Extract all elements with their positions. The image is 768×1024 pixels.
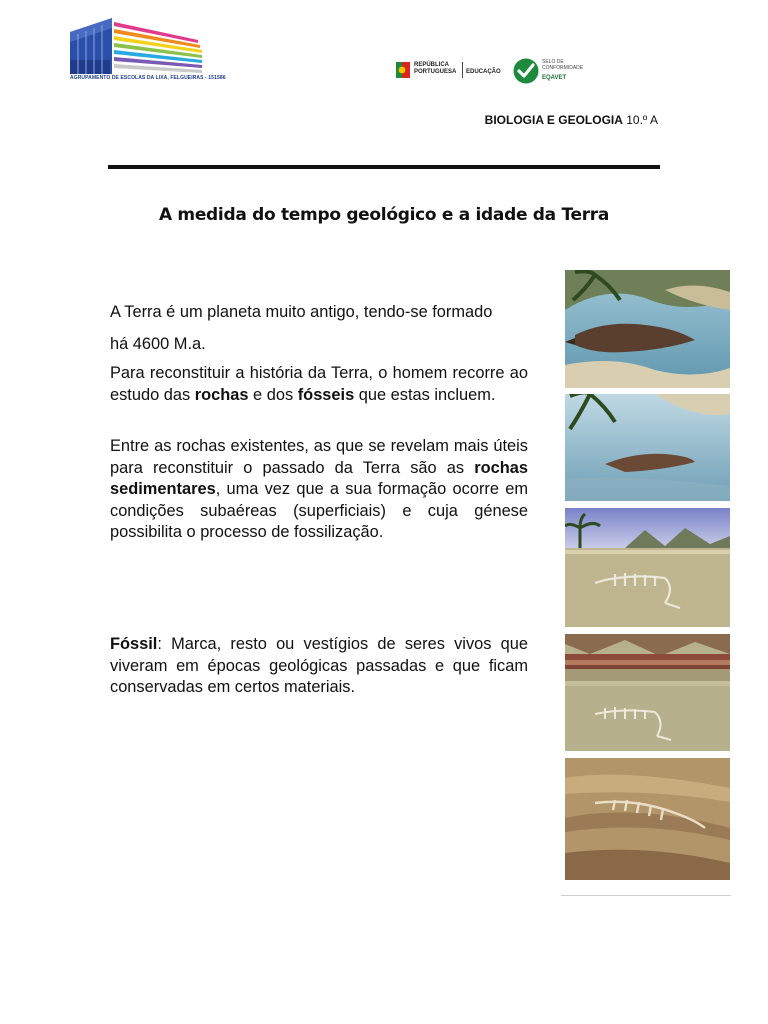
checkmark-seal-icon [513, 58, 539, 84]
subject-name: BIOLOGIA E GEOLOGIA [484, 113, 623, 127]
fossilization-image-2 [565, 394, 730, 501]
school-caption: AGRUPAMENTO DE ESCOLAS DA LIXA, FELGUEIRAS - 151586 [70, 75, 226, 81]
sedimentary-text-b: , uma vez que a sua formação ocorre em condições subaéreas (superficiais) e cuja génese possibilita o processo de fossilização. [110, 480, 528, 541]
fossilization-image-5 [565, 758, 730, 880]
eqavet-seal [513, 56, 593, 86]
page-title: A medida do tempo geológico e a idade da Terra [158, 205, 610, 225]
portugal-emblem-icon [396, 62, 410, 78]
gov-department: EDUCAÇÃO [466, 69, 501, 75]
eqavet-line2: CONFORMIDADE [542, 65, 584, 71]
header-divider [108, 165, 660, 169]
term-fosseis: fósseis [297, 385, 355, 404]
gov-line2: PORTUGUESA [414, 69, 457, 75]
government-logo [396, 60, 506, 82]
eqavet-line1: SELO DE [542, 59, 564, 65]
paragraph-study [110, 363, 528, 406]
fossilization-image-4 [565, 634, 730, 751]
gov-line1: REPÚBLICA [414, 62, 450, 68]
term-rochas: rochas [194, 385, 249, 404]
eqavet-brand: EQAVET [542, 75, 567, 81]
study-text-a: Para reconstituir a história da Terra, o homem recorre ao estudo das [110, 364, 528, 404]
intro-line1: A Terra é um planeta muito antigo, tendo-se formado [110, 303, 493, 321]
term-rochas-sedimentares: rochas sedimentares [110, 458, 528, 498]
image-column-divider [561, 895, 731, 896]
term-fossil: Fóssil [110, 635, 158, 653]
sedimentary-text-a: Entre as rochas existentes, as que se revelam mais úteis para reconstituir o passado da Terra são as [110, 437, 528, 477]
study-text-c: que estas incluem. [354, 385, 496, 404]
paragraph-fossil-definition [110, 634, 528, 699]
paragraph-intro [110, 302, 528, 355]
study-text-b: e dos [248, 385, 298, 404]
fossil-definition-text: : Marca, resto ou vestígios de seres vivos que viveram em épocas geológicas passadas e que ficam conservadas em certos materiais. [110, 635, 528, 696]
subject-header [485, 113, 658, 127]
fossilization-image-3 [565, 508, 730, 627]
paragraph-sedimentary [110, 436, 528, 544]
class-name: 10.º A [626, 113, 658, 127]
intro-line2: há 4600 M.a. [110, 334, 206, 353]
fossilization-image-1 [565, 270, 730, 388]
